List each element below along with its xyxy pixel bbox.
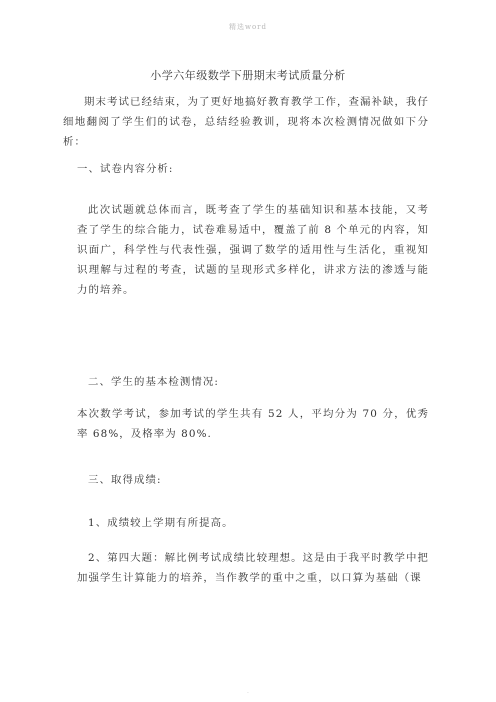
- section-1-body: 此次试题就总体而言，既考查了学生的基础知识和基本技能，又考查了学生的综合能力，试卷难易适中，覆盖了前 8 个单元的内容，知识面广，科学性与代表性强，强调了数学的适用性与生活化，重视知识理解与过程的考查，试题的呈现形式多样化，讲求方法的渗透与能力的培养。: [77, 204, 429, 296]
- intro-paragraph: 期末考试已经结束，为了更好地搞好教育教学工作，查漏补缺，我仔细地翻阅了学生们的试卷，总结经验教训，现将本次检测情况做如下分析：: [63, 96, 429, 148]
- section-3-heading: 三、取得成绩:: [88, 474, 162, 486]
- list-item-2: 2、第四大题：解比例考试成绩比较理想。这是由于我平时教学中把加强学生计算能力的培养，当作教学的重中之重，以口算为基础（课: [77, 552, 429, 584]
- section-2-body: 本次数学考试，参加考试的学生共有 52 人，平均分为 70 分，优秀率 68%，及格率为 80%.: [77, 408, 429, 440]
- page-mark: .: [247, 688, 249, 695]
- document-title: 小学六年级数学下册期末考试质量分析: [150, 69, 346, 82]
- watermark-text: 精选word: [228, 23, 268, 31]
- list-item-1: 1、成绩较上学期有所提高。: [88, 517, 234, 529]
- section-1-heading: 一、试卷内容分析:: [77, 163, 174, 175]
- section-2-heading: 二、学生的基本检测情况:: [88, 376, 219, 388]
